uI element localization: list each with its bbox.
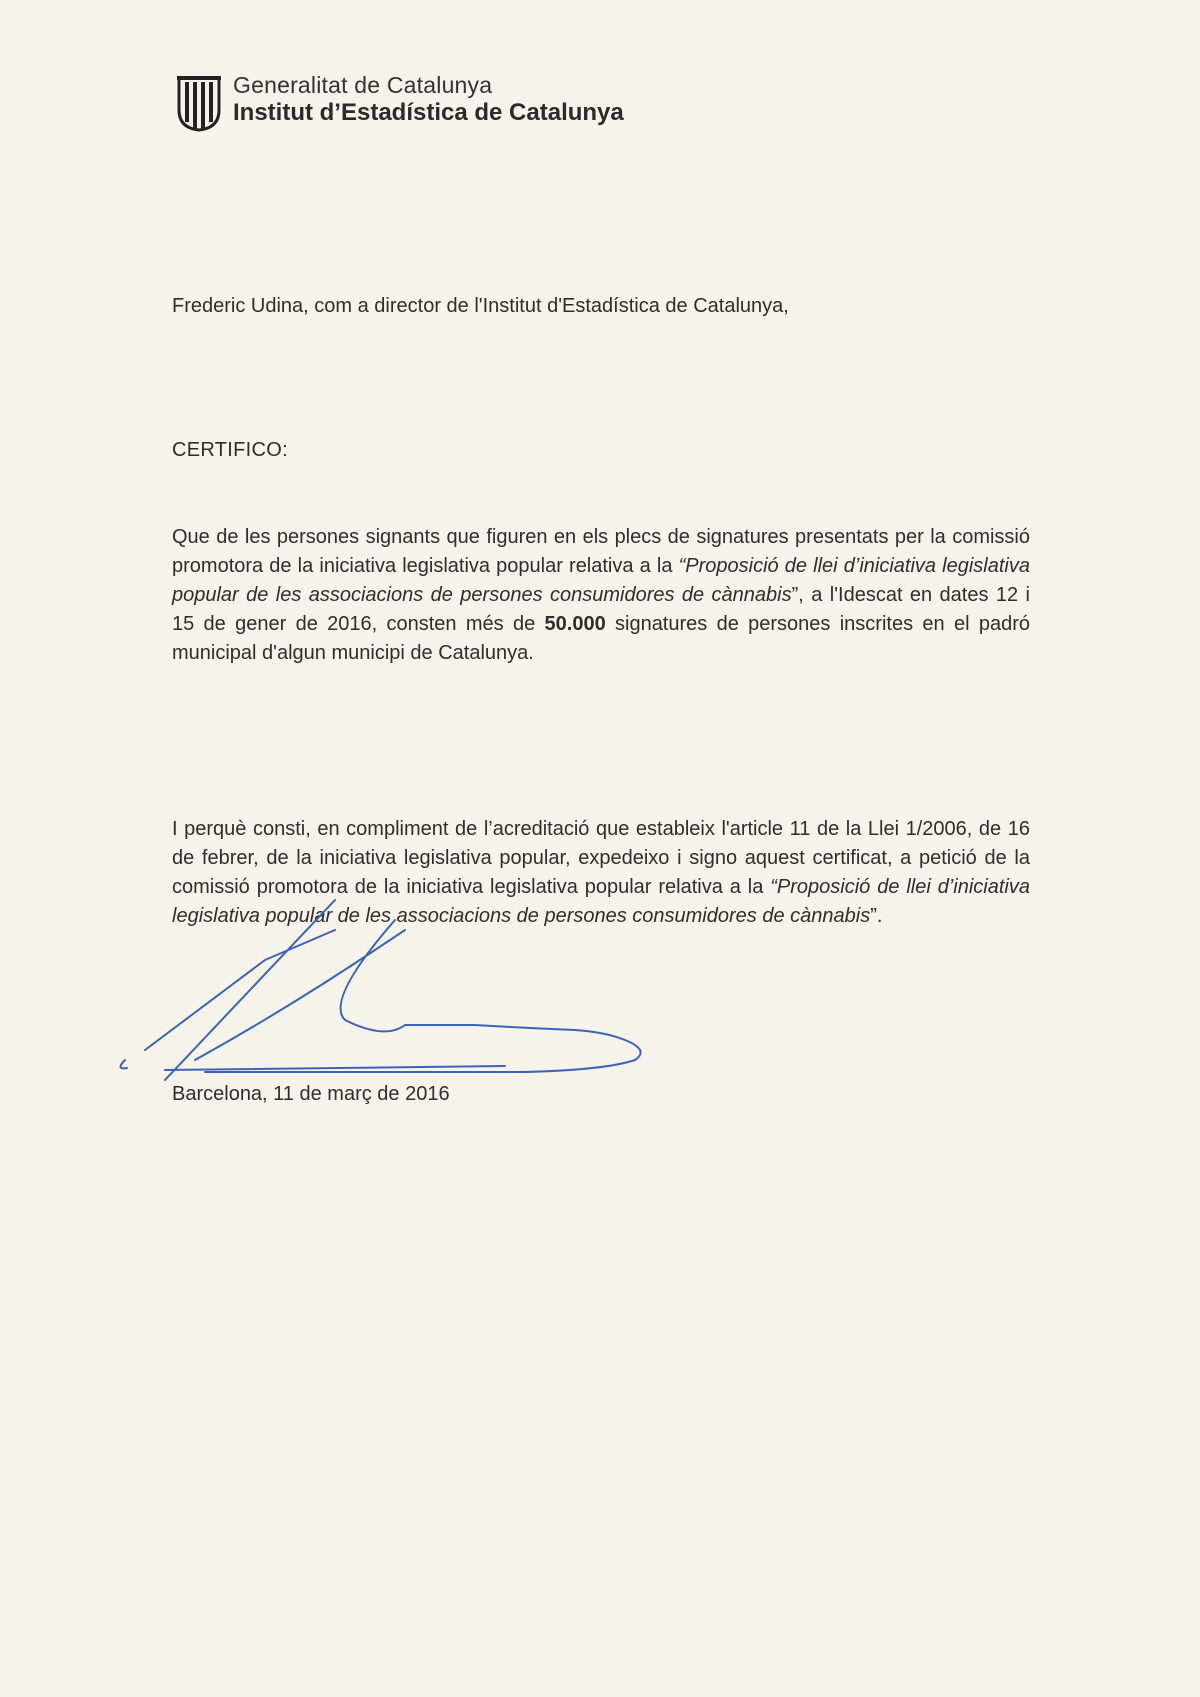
- signature-count: 50.000: [544, 613, 606, 635]
- closing-text-1: I perquè consti, en compliment de l’acreditació que estableix l'article 11 de la Llei 1/2006, de 16 de febrer, de la iniciativa legislativa popular, expedeixo i signo aquest certificat, a petició de la comissió promotora de la iniciativa legislativa popular relativa a la: [172, 818, 1030, 898]
- certify-heading: CERTIFICO:: [172, 439, 288, 461]
- place-date-line: Barcelona, 11 de març de 2016: [172, 1083, 450, 1105]
- letterhead: [175, 72, 624, 132]
- cert-text-2: ”, a l'Idescat en dates 12 i 15 de gener de 2016, consten més de: [172, 584, 1030, 635]
- cert-text-1: Que de les persones signants que figuren en els plecs de signatures presentats per la comissió promotora de la iniciativa legislativa popular relativa a la: [172, 526, 1030, 577]
- intro-paragraph: Frederic Udina, com a director de l'Institut d'Estadística de Catalunya,: [172, 295, 789, 317]
- law-title-italic-2: “Proposició de llei d’iniciativa legislativa popular de les associacions de persones consumidores de cànnabis: [172, 876, 1030, 927]
- government-name: Generalitat de Catalunya: [233, 72, 493, 98]
- institute-name: Institut d’Estadística de Catalunya: [233, 99, 624, 126]
- cert-text-3: signatures de persones inscrites en el padró municipal d'algun municipi de Catalunya.: [172, 613, 1030, 664]
- handwritten-signature: [105, 890, 665, 1090]
- law-title-italic: “Proposició de llei d’iniciativa legislativa popular de les associacions de persones consumidores de cànnabis: [172, 555, 1030, 606]
- certification-paragraph: [172, 523, 1030, 668]
- closing-text-2: ”.: [870, 905, 883, 927]
- senyera-emblem-icon: [175, 76, 223, 132]
- letterhead-text: [233, 72, 624, 127]
